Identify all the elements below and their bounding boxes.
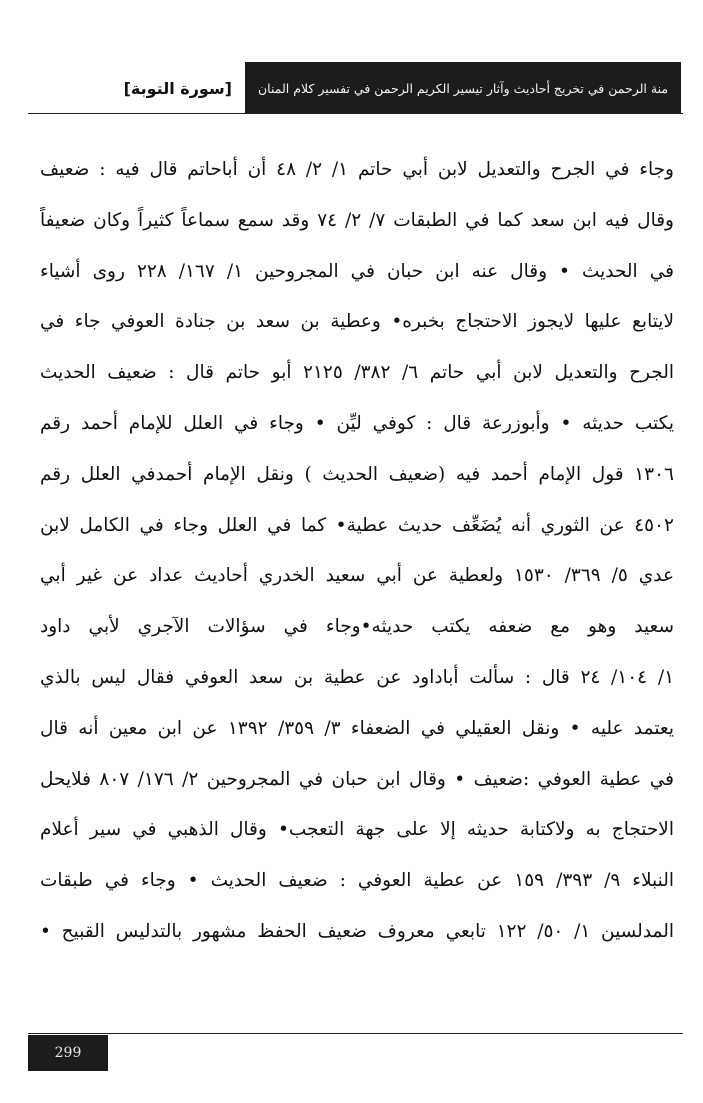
text-line: لايتابع عليها لايجوز الاحتجاج بخبره• وعطية بن سعد بن جنادة العوفي جاء في <box>40 311 674 333</box>
text-line: سعيد وهو مع ضعفه يكتب حديثه•وجاء في سؤالات الآجري لأبي داود <box>40 616 674 638</box>
running-header <box>245 62 681 114</box>
footer-rule <box>28 1033 683 1034</box>
text-line: يكتب حديثه • وأبوزرعة قال : كوفي ليِّن • وجاء في العلل للإمام أحمد رقم <box>40 412 674 434</box>
text-line: الجرح والتعديل لابن أبي حاتم ٦/ ٣٨٢/ ٢١٢٥ أبو حاتم قال : ضعيف الحديث <box>40 362 674 384</box>
surah-label: [سورة التوبة] <box>123 79 232 98</box>
text-line: ٤٥٠٢ عن الثوري أنه يُضَعِّف حديث عطية• كما في العلل وجاء في الكامل لابن <box>40 514 674 536</box>
text-line: عدي ٥/ ٣٦٩/ ١٥٣٠ ولعطية عن أبي سعيد الخدري أحاديث عداد عن غير أبي <box>40 565 674 587</box>
page-number: 299 <box>54 1045 82 1061</box>
text-line: النبلاء ٩/ ٣٩٣/ ١٥٩ عن عطية العوفي : ضعيف الحديث • وجاء في طبقات <box>40 870 674 892</box>
book-title: منة الرحمن في تخريج أحاديث وآثار تيسير الكريم الرحمن في تفسير كلام المنان <box>257 80 669 96</box>
text-line: المدلسين ١/ ٥٠/ ١٢٢ تابعي معروف ضعيف الحفظ مشهور بالتدليس القبيح • <box>40 920 674 942</box>
page-number-box <box>28 1035 108 1071</box>
text-line: ١٣٠٦ قول الإمام أحمد فيه (ضعيف الحديث ) ونقل الإمام أحمدفي العلل رقم <box>40 463 674 485</box>
body-text <box>40 145 674 975</box>
text-line: في عطية العوفي :ضعيف • وقال ابن حبان في المجروحين ٢/ ١٧٦/ ٨٠٧ فلايحل <box>40 768 674 790</box>
text-line: يعتمد عليه • ونقل العقيلي في الضعفاء ٣/ ٣٥٩/ ١٣٩٢ عن ابن معين أنه قال <box>40 717 674 739</box>
text-line: الاحتجاج به ولاكتابة حديثه إلا على جهة التعجب• وقال الذهبي في سير أعلام <box>40 819 674 841</box>
text-line: وقال فيه ابن سعد كما في الطبقات ٧/ ٢/ ٧٤ وقد سمع سماعاً كثيراً وكان ضعيفاً <box>40 209 674 231</box>
text-line: وجاء في الجرح والتعديل لابن أبي حاتم ١/ ٢/ ٤٨ أن أباحاتم قال فيه : ضعيف <box>40 159 674 180</box>
header-rule <box>28 113 683 114</box>
text-line: في الحديث • وقال عنه ابن حبان في المجروحين ١/ ١٦٧/ ٢٢٨ روى أشياء <box>40 260 674 282</box>
text-line: ١/ ١٠٤/ ٢٤ قال : سألت أباداود عن عطية بن سعد العوفي فقال ليس بالذي <box>40 666 674 688</box>
